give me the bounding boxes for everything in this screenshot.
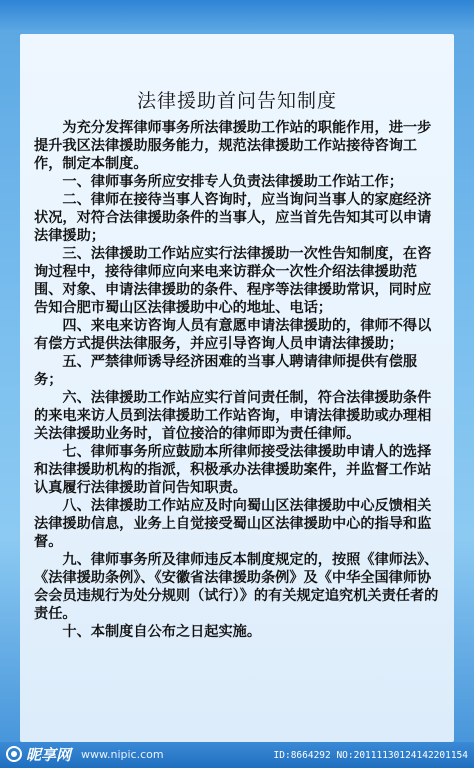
paragraph-5: 五、严禁律师诱导经济困难的当事人聘请律师提供有偿服务； [34, 354, 418, 388]
paragraph-2: 二、律师在接待当事人咨询时，应当询问当事人的家庭经济状况，对符合法律援助条件的当事人，应当首先告知其可以申请法律援助； [34, 192, 432, 244]
paragraph-intro: 为充分发挥律师事务所法律援助工作站的职能作用，进一步提升我区法律援助服务能力，规范法律援助工作站接待咨询工作，制定本制度。 [34, 120, 432, 172]
paragraph-4: 四、来电来访咨询人员有意愿申请法律援助的，律师不得以有偿方式提供法律服务，并应引导咨询人员申请法律援助； [34, 318, 432, 352]
top-band [0, 0, 474, 30]
document-title: 法律援助首问告知制度 [136, 90, 337, 112]
watermark-url: www.nipic.com [81, 747, 164, 761]
paragraph-1: 一、律师事务所应安排专人负责法律援助工作站工作； [62, 174, 403, 190]
paragraph-6: 六、法律援助工作站应实行首问责任制，符合法律援助条件的来电来访人员到法律援助工作站咨询，申请法律援助或办理相关法律援助业务时，首位接洽的律师即为责任律师。 [34, 390, 432, 442]
paragraph-8: 八、法律援助工作站应及时向蜀山区法律援助中心反馈相关法律援助信息，业务上自觉接受蜀山区法律援助中心的指导和监督。 [34, 498, 432, 550]
paragraph-7: 七、律师事务所应鼓励本所律师接受法律援助申请人的选择和法律援助机构的指派，积极承办法律援助案件，并监督工作站认真履行法律援助首问告知职责。 [34, 444, 432, 496]
watermark-image-id: ID:8664292 NO:20111130124142201154 [273, 750, 468, 761]
watermark-logo-text: 昵享网 [26, 745, 72, 764]
paragraph-10: 十、本制度自公布之日起实施。 [62, 624, 262, 640]
paragraph-3: 三、法律援助工作站应实行法律援助一次性告知制度，在咨询过程中，接待律师应向来电来访群众一次性介绍法律援助范围、对象、申请法律援助的条件、程序等法律援助常识，同时应告知合肥市蜀山区法律援助中心的地址、电话； [34, 246, 432, 316]
document-body [34, 119, 442, 641]
logo-circle-icon [6, 746, 22, 762]
watermark-logo [6, 743, 164, 765]
paragraph-9: 九、律师事务所及律师违反本制度规定的，按照《律师法》、《法律援助条例》、《安徽省法律援助条例》及《中华全国律师协会会员违规行为处分规则（试行）》的有关规定追究机关责任者的责任。 [34, 552, 439, 622]
